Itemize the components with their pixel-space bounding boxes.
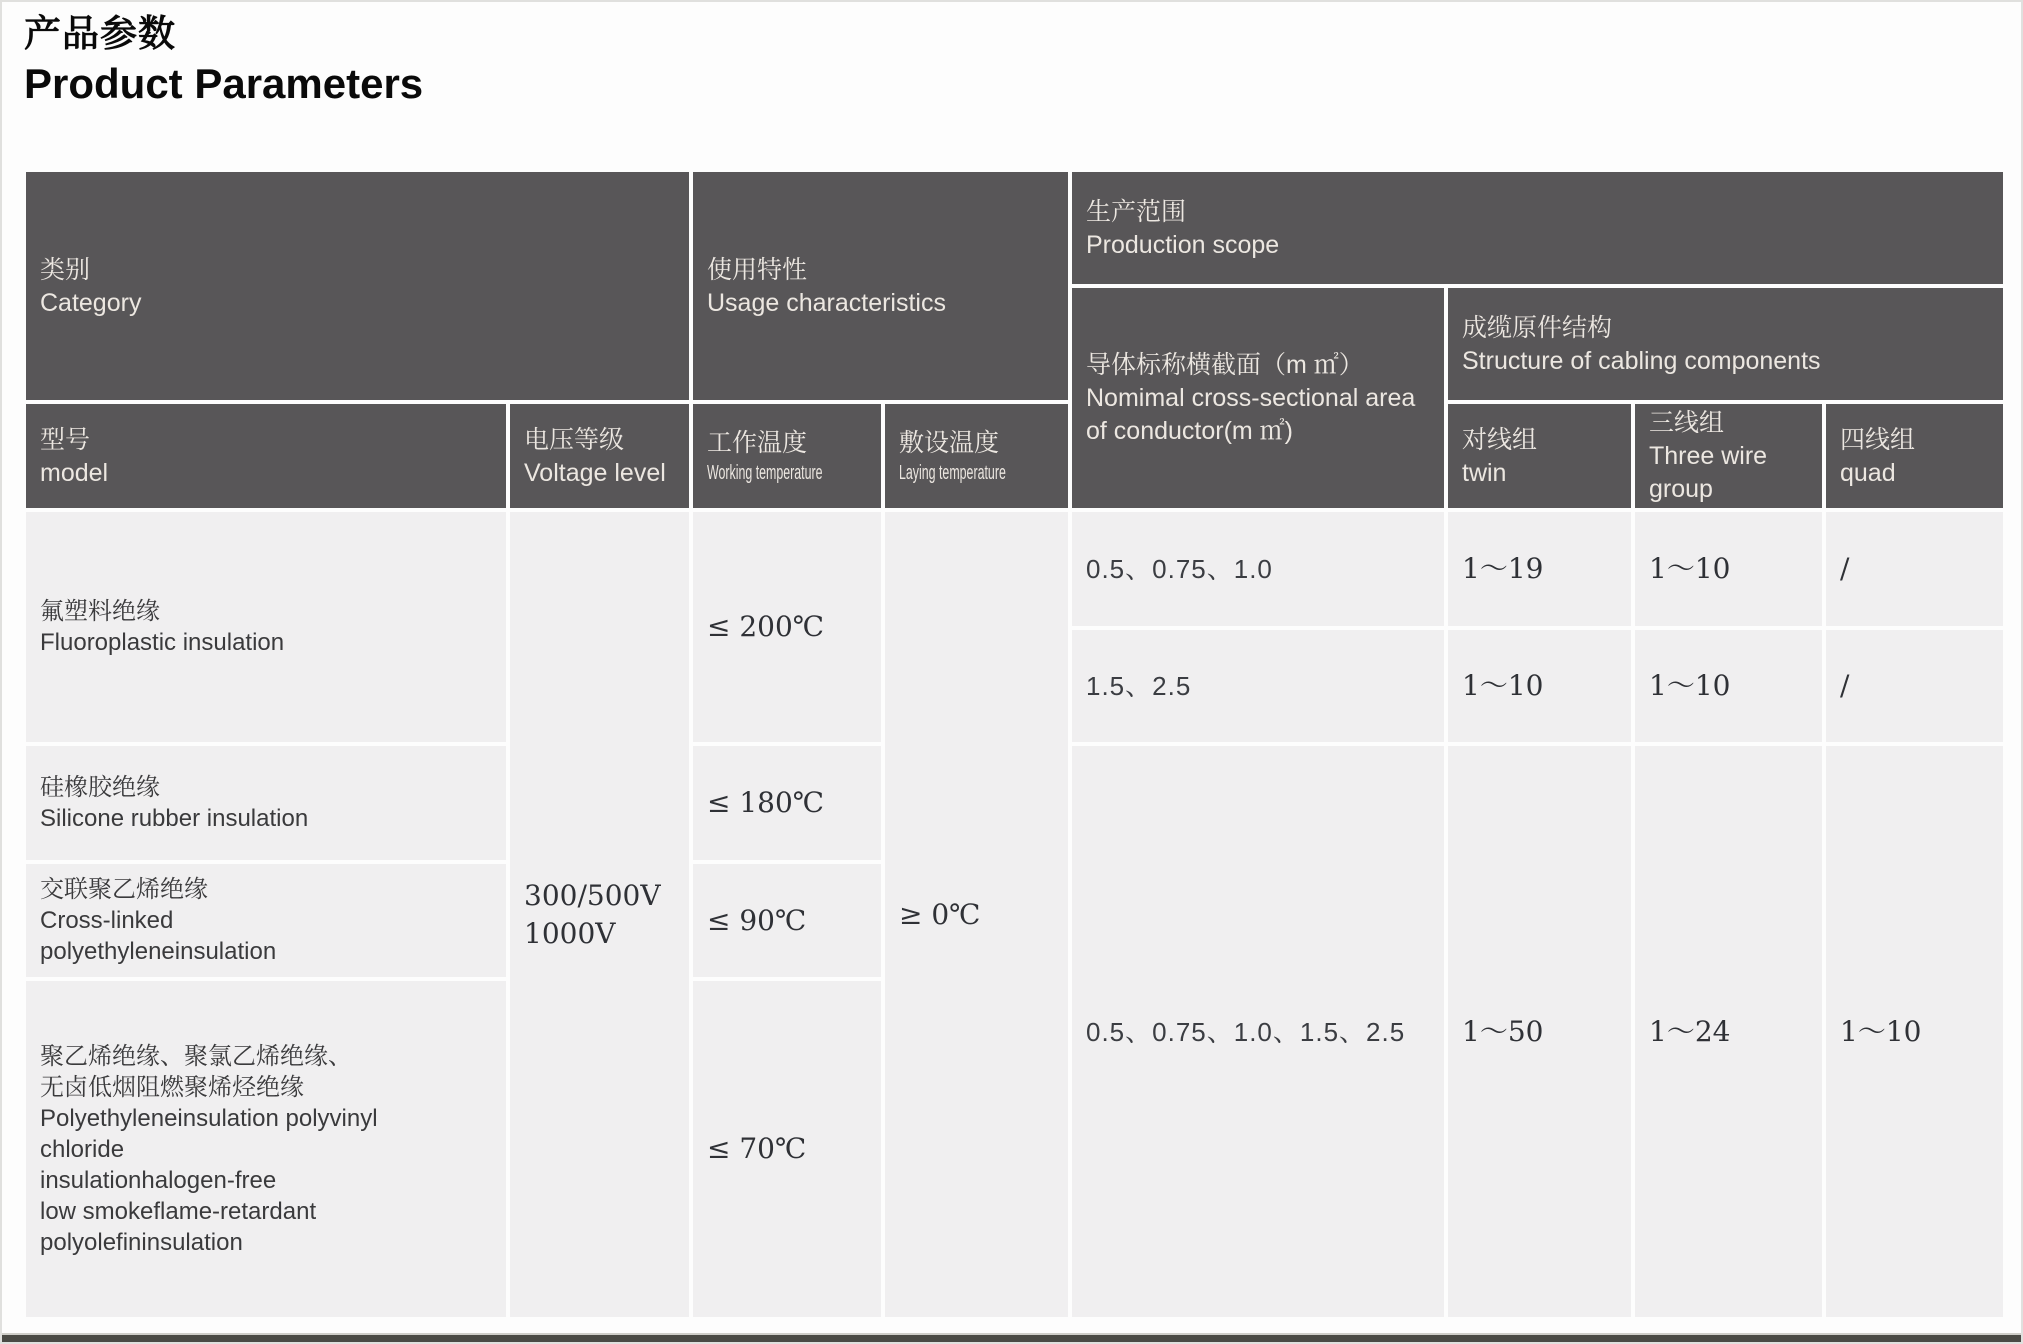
voltage-value-line2: 1000V xyxy=(524,916,616,950)
cell-cross-section-row3: 0.5、0.75、1.0、1.5、2.5 xyxy=(1072,746,1444,1317)
row-polyethylene-model xyxy=(26,981,506,1317)
page-title-zh: 产品参数 xyxy=(24,13,176,54)
cell-twin-row1: 1～19 xyxy=(1448,512,1631,626)
header-three-wire-group xyxy=(1635,404,1822,508)
header-working-temperature xyxy=(693,404,881,508)
header-quad-en: quad xyxy=(1840,458,1896,487)
header-cabling-en: Structure of cabling components xyxy=(1462,346,1821,375)
cell-cross-section-row1: 0.5、0.75、1.0 xyxy=(1072,512,1444,626)
header-twin xyxy=(1448,404,1631,508)
polyethylene-zh-line2: 无卤低烟阻燃聚烯烃绝缘 xyxy=(40,1073,304,1101)
voltage-value-line1: 300/500V xyxy=(524,878,661,912)
polyethylene-zh-line1: 聚乙烯绝缘、聚氯乙烯绝缘、 xyxy=(40,1042,352,1070)
cell-cross-section-row2: 1.5、2.5 xyxy=(1072,630,1444,742)
cell-twin-row2: 1～10 xyxy=(1448,630,1631,742)
header-production-scope xyxy=(1072,172,2003,284)
cell-quad-row2: / xyxy=(1826,630,2003,742)
polyethylene-en-line4: low smokeflame-retardant xyxy=(40,1197,317,1225)
header-working-temp-zh: 工作温度 xyxy=(707,429,808,457)
header-usage-characteristics xyxy=(693,172,1068,400)
header-voltage-zh: 电压等级 xyxy=(524,425,625,454)
polyethylene-en-line2: chloride xyxy=(40,1135,125,1163)
header-cabling-zh: 成缆原件结构 xyxy=(1462,313,1613,342)
cell-twin-row3: 1～50 xyxy=(1448,746,1631,1317)
cell-voltage-value xyxy=(510,512,689,1317)
cell-quad-row3: 1～10 xyxy=(1826,746,2003,1317)
row-cross-linked-model xyxy=(26,864,506,977)
cell-working-temp-polyethylene: ≤ 70℃ xyxy=(693,981,881,1317)
fluoroplastic-zh: 氟塑料绝缘 xyxy=(40,598,160,625)
header-laying-temp-zh: 敷设温度 xyxy=(899,429,1000,457)
cell-quad-row1: / xyxy=(1826,512,2003,626)
cross-linked-en-line1: Cross-linked xyxy=(40,907,174,934)
cell-working-temp-silicone: ≤ 180℃ xyxy=(693,746,881,860)
header-three-wire-en: Three wire group xyxy=(1649,442,1768,503)
header-model xyxy=(26,404,506,508)
cell-three-wire-row1: 1～10 xyxy=(1635,512,1822,626)
header-model-zh: 型号 xyxy=(40,425,91,454)
cell-three-wire-row3: 1～24 xyxy=(1635,746,1822,1317)
header-cross-section-en: Nomimal cross-sectional area of conductor(m ㎡) xyxy=(1086,384,1416,445)
header-quad-zh: 四线组 xyxy=(1840,425,1916,454)
page-bottom-bar xyxy=(2,1335,2021,1342)
row-fluoroplastic-model xyxy=(26,512,506,742)
header-quad xyxy=(1826,404,2003,508)
header-voltage-en: Voltage level xyxy=(524,458,666,487)
header-model-en: model xyxy=(40,458,109,487)
cross-linked-zh: 交联聚乙烯绝缘 xyxy=(40,876,208,903)
polyethylene-en-line3: insulationhalogen-free xyxy=(40,1166,277,1194)
header-cabling-structure xyxy=(1448,288,2003,400)
silicone-en: Silicone rubber insulation xyxy=(40,805,309,832)
row-silicone-model xyxy=(26,746,506,860)
header-working-temp-en: Working temperature xyxy=(707,462,823,484)
fluoroplastic-en: Fluoroplastic insulation xyxy=(40,629,285,656)
header-cross-section xyxy=(1072,288,1444,508)
header-laying-temperature xyxy=(885,404,1068,508)
polyethylene-en-line5: polyolefininsulation xyxy=(40,1228,243,1256)
header-category-zh: 类别 xyxy=(40,255,91,284)
cell-working-temp-cross-linked: ≤ 90℃ xyxy=(693,864,881,977)
cross-linked-en-line2: polyethyleneinsulation xyxy=(40,938,277,965)
header-voltage-level xyxy=(510,404,689,508)
polyethylene-en-line1: Polyethyleneinsulation polyvinyl xyxy=(40,1104,378,1132)
page-title xyxy=(24,10,423,110)
cell-laying-temp-value: ≥ 0℃ xyxy=(885,512,1068,1317)
header-laying-temp-en: Laying temperature xyxy=(899,462,1006,484)
header-usage-zh: 使用特性 xyxy=(707,255,808,284)
header-cross-section-zh: 导体标称横截面（m ㎡） xyxy=(1086,351,1364,379)
product-parameters-table xyxy=(26,172,2003,1317)
page-title-en: Product Parameters xyxy=(24,60,424,107)
header-production-en: Production scope xyxy=(1086,230,1280,259)
header-category xyxy=(26,172,689,400)
cell-three-wire-row2: 1～10 xyxy=(1635,630,1822,742)
header-three-wire-zh: 三线组 xyxy=(1649,409,1725,437)
header-twin-zh: 对线组 xyxy=(1462,425,1538,454)
silicone-zh: 硅橡胶绝缘 xyxy=(40,774,160,801)
header-category-en: Category xyxy=(40,288,142,317)
header-production-zh: 生产范围 xyxy=(1086,197,1187,226)
cell-working-temp-fluoroplastic: ≤ 200℃ xyxy=(693,512,881,742)
header-twin-en: twin xyxy=(1462,458,1507,487)
header-usage-en: Usage characteristics xyxy=(707,288,946,317)
